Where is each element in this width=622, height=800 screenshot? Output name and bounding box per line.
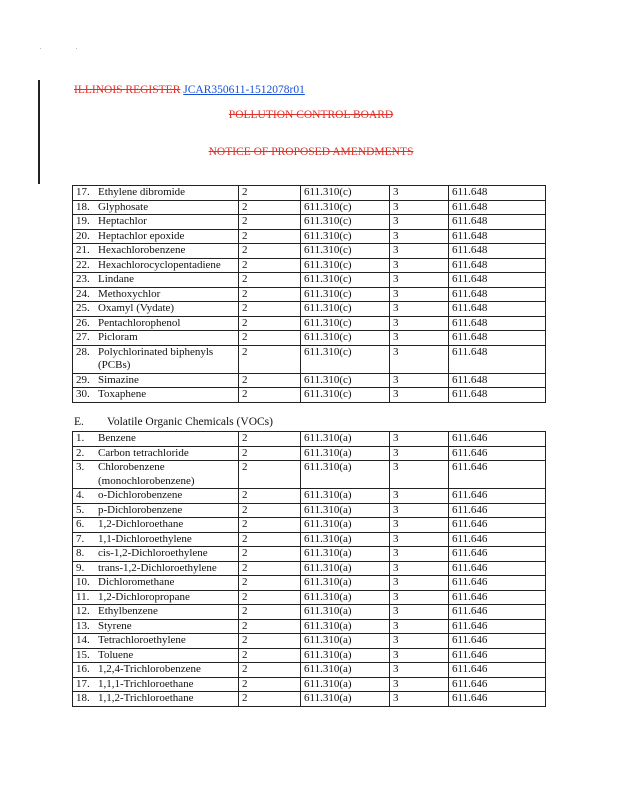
column-2-value: 2 [239,590,301,605]
section-letter: E. [74,416,84,428]
contaminant-name-continued: (PCBs) [98,359,131,371]
section-reference: 611.310(c) [301,258,390,273]
column-2-value: 2 [239,316,301,331]
column-4-value: 3 [390,229,449,244]
row-number: 4. [76,489,85,501]
contaminant-name: Lindane [98,273,135,285]
column-2-value: 2 [239,258,301,273]
table-row [73,518,546,533]
contaminant-name: Ethylene dibromide [98,186,186,198]
section-reference: 611.310(c) [301,200,390,215]
contaminant-cell [73,373,239,388]
contaminant-name: 1,1-Dichloroethylene [98,532,192,545]
table-row [73,345,546,373]
row-number: 23. [76,273,90,285]
column-2-value: 2 [239,547,301,562]
table-row [73,215,546,230]
row-number: 1. [76,432,85,444]
column-4-value: 3 [390,532,449,547]
section-reference: 611.310(a) [301,692,390,707]
contaminant-cell [73,388,239,403]
contaminant-cell [73,186,239,201]
table-row [73,503,546,518]
contaminant-name: Toxaphene [98,388,147,400]
contaminant-cell [73,648,239,663]
column-4-value: 3 [390,605,449,620]
contaminant-name: Ethylbenzene [98,605,158,617]
contaminant-name: Styrene [98,619,132,632]
contaminant-name: Chlorobenzene [98,461,165,473]
section-reference-2: 611.646 [449,663,546,678]
column-2-value: 2 [239,605,301,620]
board-title: POLLUTION CONTROL BOARD [228,109,394,121]
table-row [73,532,546,547]
row-number: 13. [76,619,90,632]
contaminant-name: Carbon tetrachloride [98,446,189,459]
table-row [73,634,546,649]
section-reference-2: 611.646 [449,446,546,461]
row-number: 9. [76,561,85,574]
column-4-value: 3 [390,619,449,634]
section-reference-2: 611.646 [449,648,546,663]
section-reference: 611.310(a) [301,576,390,591]
column-4-value: 3 [390,634,449,649]
row-number: 24. [76,287,90,300]
section-reference: 611.310(c) [301,273,390,288]
contaminant-cell [73,432,239,447]
scan-speck [76,48,77,49]
contaminant-cell [73,605,239,620]
column-4-value: 3 [390,373,449,388]
column-4-value: 3 [390,648,449,663]
column-2-value: 2 [239,518,301,533]
contaminant-name: Hexachlorocyclopentadiene [98,258,221,271]
section-reference: 611.310(a) [301,518,390,533]
contaminant-name: 1,2-Dichloroethane [98,518,184,530]
section-reference: 611.310(a) [301,619,390,634]
column-4-value: 3 [390,331,449,346]
row-number: 5. [76,503,85,516]
revision-bar [38,80,40,184]
contaminant-name: Oxamyl (Vydate) [98,302,175,314]
contaminant-name: Dichloromethane [98,576,175,588]
section-reference: 611.310(c) [301,302,390,317]
column-4-value: 3 [390,692,449,707]
contaminant-cell [73,302,239,317]
column-2-value: 2 [239,186,301,201]
table-row [73,432,546,447]
column-4-value: 3 [390,432,449,447]
column-2-value: 2 [239,345,301,373]
section-reference-2: 611.646 [449,619,546,634]
row-number: 22. [76,258,90,271]
contaminant-cell [73,345,239,373]
table-row [73,258,546,273]
table-row [73,316,546,331]
contaminant-cell [73,576,239,591]
table-row [73,302,546,317]
section-reference-2: 611.646 [449,576,546,591]
row-number: 15. [76,648,90,661]
contaminant-name: trans-1,2-Dichloroethylene [98,561,217,574]
row-number: 17. [76,186,90,198]
column-4-value: 3 [390,576,449,591]
table-row [73,561,546,576]
column-2-value: 2 [239,373,301,388]
section-reference-2: 611.646 [449,605,546,620]
column-2-value: 2 [239,229,301,244]
row-number: 20. [76,229,90,242]
column-2-value: 2 [239,663,301,678]
section-reference-2: 611.646 [449,547,546,562]
contaminant-cell [73,461,239,489]
contaminant-cell [73,316,239,331]
column-4-value: 3 [390,388,449,403]
column-2-value: 2 [239,503,301,518]
section-reference-2: 611.646 [449,518,546,533]
section-reference-2: 611.646 [449,590,546,605]
column-2-value: 2 [239,244,301,259]
section-reference-2: 611.648 [449,186,546,201]
table-row [73,663,546,678]
column-2-value: 2 [239,302,301,317]
section-reference: 611.310(c) [301,373,390,388]
contaminant-name: 1,2-Dichloropropane [98,590,190,603]
table-row [73,388,546,403]
contaminant-name: Polychlorinated biphenyls [98,345,214,358]
section-reference-2: 611.646 [449,561,546,576]
column-4-value: 3 [390,302,449,317]
section-reference-2: 611.646 [449,634,546,649]
table-row [73,461,546,489]
row-number: 12. [76,605,90,617]
section-reference-2: 611.648 [449,287,546,302]
row-number: 11. [76,590,90,603]
contaminant-name: Simazine [98,373,139,386]
contaminant-name: Tetrachloroethylene [98,634,186,646]
contaminant-name: Pentachlorophenol [98,316,181,329]
column-4-value: 3 [390,186,449,201]
table-row [73,446,546,461]
section-reference-2: 611.646 [449,461,546,489]
column-4-value: 3 [390,677,449,692]
contaminant-cell [73,489,239,504]
column-4-value: 3 [390,345,449,373]
row-number: 10. [76,576,90,588]
column-4-value: 3 [390,590,449,605]
section-reference: 611.310(a) [301,489,390,504]
contaminants-table-vocs [72,431,546,707]
contaminant-cell [73,244,239,259]
contaminant-cell [73,273,239,288]
section-reference-2: 611.646 [449,677,546,692]
table-row [73,677,546,692]
contaminants-table-synthetic [72,185,546,403]
column-4-value: 3 [390,518,449,533]
column-4-value: 3 [390,663,449,678]
section-heading [74,416,273,428]
section-reference-2: 611.648 [449,273,546,288]
section-reference-2: 611.646 [449,489,546,504]
section-reference: 611.310(a) [301,461,390,489]
contaminant-cell [73,677,239,692]
row-number: 19. [76,215,90,227]
table-row [73,229,546,244]
section-reference-2: 611.648 [449,373,546,388]
contaminant-cell [73,619,239,634]
table-row [73,576,546,591]
column-2-value: 2 [239,388,301,403]
column-2-value: 2 [239,461,301,489]
section-reference-2: 611.646 [449,503,546,518]
column-2-value: 2 [239,489,301,504]
table-row [73,590,546,605]
section-reference-2: 611.648 [449,331,546,346]
table-row [73,273,546,288]
row-number: 18. [76,200,90,213]
row-number: 25. [76,302,90,314]
row-number: 26. [76,316,90,329]
section-title: Volatile Organic Chemicals (VOCs) [107,416,273,428]
row-number: 8. [76,547,85,559]
column-2-value: 2 [239,648,301,663]
table-row [73,186,546,201]
contaminant-name: 1,1,1-Trichloroethane [98,677,194,690]
table-row [73,200,546,215]
contaminant-name: Glyphosate [98,200,149,213]
section-reference: 611.310(c) [301,229,390,244]
table-row [73,605,546,620]
table-row [73,648,546,663]
row-number: 16. [76,663,90,675]
table-row [73,244,546,259]
section-reference: 611.310(c) [301,331,390,346]
section-reference-2: 611.648 [449,244,546,259]
contaminant-name: 1,2,4-Trichlorobenzene [98,663,201,675]
column-2-value: 2 [239,532,301,547]
section-reference: 611.310(c) [301,215,390,230]
section-reference: 611.310(a) [301,590,390,605]
column-4-value: 3 [390,489,449,504]
column-2-value: 2 [239,576,301,591]
section-reference-2: 611.648 [449,215,546,230]
register-inserted-text: JCAR350611-1512078r01 [183,84,305,96]
column-2-value: 2 [239,331,301,346]
column-4-value: 3 [390,287,449,302]
row-number: 2. [76,446,85,459]
row-number: 28. [76,345,90,358]
contaminant-cell [73,258,239,273]
contaminant-name-continued: (monochlorobenzene) [98,474,195,487]
section-reference-2: 611.646 [449,432,546,447]
section-reference-2: 611.648 [449,229,546,244]
column-4-value: 3 [390,200,449,215]
table-row [73,619,546,634]
section-reference-2: 611.648 [449,302,546,317]
section-reference: 611.310(c) [301,244,390,259]
contaminant-cell [73,692,239,707]
section-reference-2: 611.646 [449,692,546,707]
contaminant-name: Picloram [98,331,138,343]
contaminant-cell [73,532,239,547]
column-4-value: 3 [390,244,449,259]
table-row [73,692,546,707]
contaminant-name: Methoxychlor [98,287,161,300]
row-number: 6. [76,518,85,530]
column-4-value: 3 [390,273,449,288]
contaminant-name: Toluene [98,648,134,661]
register-header [74,84,305,96]
section-reference: 611.310(c) [301,316,390,331]
column-4-value: 3 [390,215,449,230]
table-row [73,373,546,388]
section-reference: 611.310(c) [301,287,390,302]
contaminant-name: o-Dichlorobenzene [98,489,183,501]
column-2-value: 2 [239,692,301,707]
column-2-value: 2 [239,561,301,576]
contaminant-cell [73,663,239,678]
row-number: 21. [76,244,90,256]
row-number: 3. [76,461,85,473]
contaminant-cell [73,229,239,244]
section-reference: 611.310(a) [301,677,390,692]
contaminant-cell [73,590,239,605]
contaminant-name: Hexachlorobenzene [98,244,186,256]
section-reference: 611.310(c) [301,345,390,373]
row-number: 27. [76,331,90,343]
contaminant-cell [73,287,239,302]
column-4-value: 3 [390,461,449,489]
section-reference: 611.310(a) [301,663,390,678]
column-4-value: 3 [390,547,449,562]
row-number: 14. [76,634,90,646]
row-number: 17. [76,677,90,690]
section-reference: 611.310(a) [301,605,390,620]
section-reference-2: 611.646 [449,532,546,547]
notice-title: NOTICE OF PROPOSED AMENDMENTS [208,146,414,158]
column-2-value: 2 [239,634,301,649]
section-reference: 611.310(a) [301,648,390,663]
contaminant-cell [73,634,239,649]
row-number: 30. [76,388,90,400]
section-reference: 611.310(a) [301,634,390,649]
column-2-value: 2 [239,432,301,447]
contaminant-cell [73,446,239,461]
section-reference-2: 611.648 [449,388,546,403]
column-4-value: 3 [390,258,449,273]
column-4-value: 3 [390,561,449,576]
column-2-value: 2 [239,446,301,461]
section-reference: 611.310(c) [301,186,390,201]
table-row [73,287,546,302]
section-reference: 611.310(a) [301,446,390,461]
contaminant-cell [73,200,239,215]
column-2-value: 2 [239,619,301,634]
scan-speck [40,48,41,49]
table-row [73,547,546,562]
contaminant-cell [73,503,239,518]
section-reference: 611.310(a) [301,432,390,447]
column-2-value: 2 [239,287,301,302]
contaminant-name: Heptachlor [98,215,147,227]
column-4-value: 3 [390,446,449,461]
contaminant-cell [73,561,239,576]
contaminant-cell [73,547,239,562]
contaminant-name: Benzene [98,432,136,444]
section-reference: 611.310(a) [301,547,390,562]
column-2-value: 2 [239,200,301,215]
register-struck-text: ILLINOIS REGISTER [74,84,181,96]
contaminant-name: Heptachlor epoxide [98,229,185,242]
section-reference: 611.310(c) [301,388,390,403]
contaminant-name: 1,1,2-Trichloroethane [98,692,194,704]
table-row [73,489,546,504]
section-reference-2: 611.648 [449,200,546,215]
section-reference-2: 611.648 [449,345,546,373]
section-reference: 611.310(a) [301,503,390,518]
contaminant-cell [73,518,239,533]
column-4-value: 3 [390,316,449,331]
contaminant-name: p-Dichlorobenzene [98,503,183,516]
contaminant-name: cis-1,2-Dichloroethylene [98,547,208,559]
section-reference-2: 611.648 [449,316,546,331]
section-reference: 611.310(a) [301,561,390,576]
column-2-value: 2 [239,215,301,230]
row-number: 7. [76,532,85,545]
section-reference-2: 611.648 [449,258,546,273]
row-number: 29. [76,373,90,386]
column-2-value: 2 [239,273,301,288]
contaminant-cell [73,331,239,346]
table-row [73,331,546,346]
column-4-value: 3 [390,503,449,518]
column-2-value: 2 [239,677,301,692]
section-reference: 611.310(a) [301,532,390,547]
row-number: 18. [76,692,90,704]
contaminant-cell [73,215,239,230]
